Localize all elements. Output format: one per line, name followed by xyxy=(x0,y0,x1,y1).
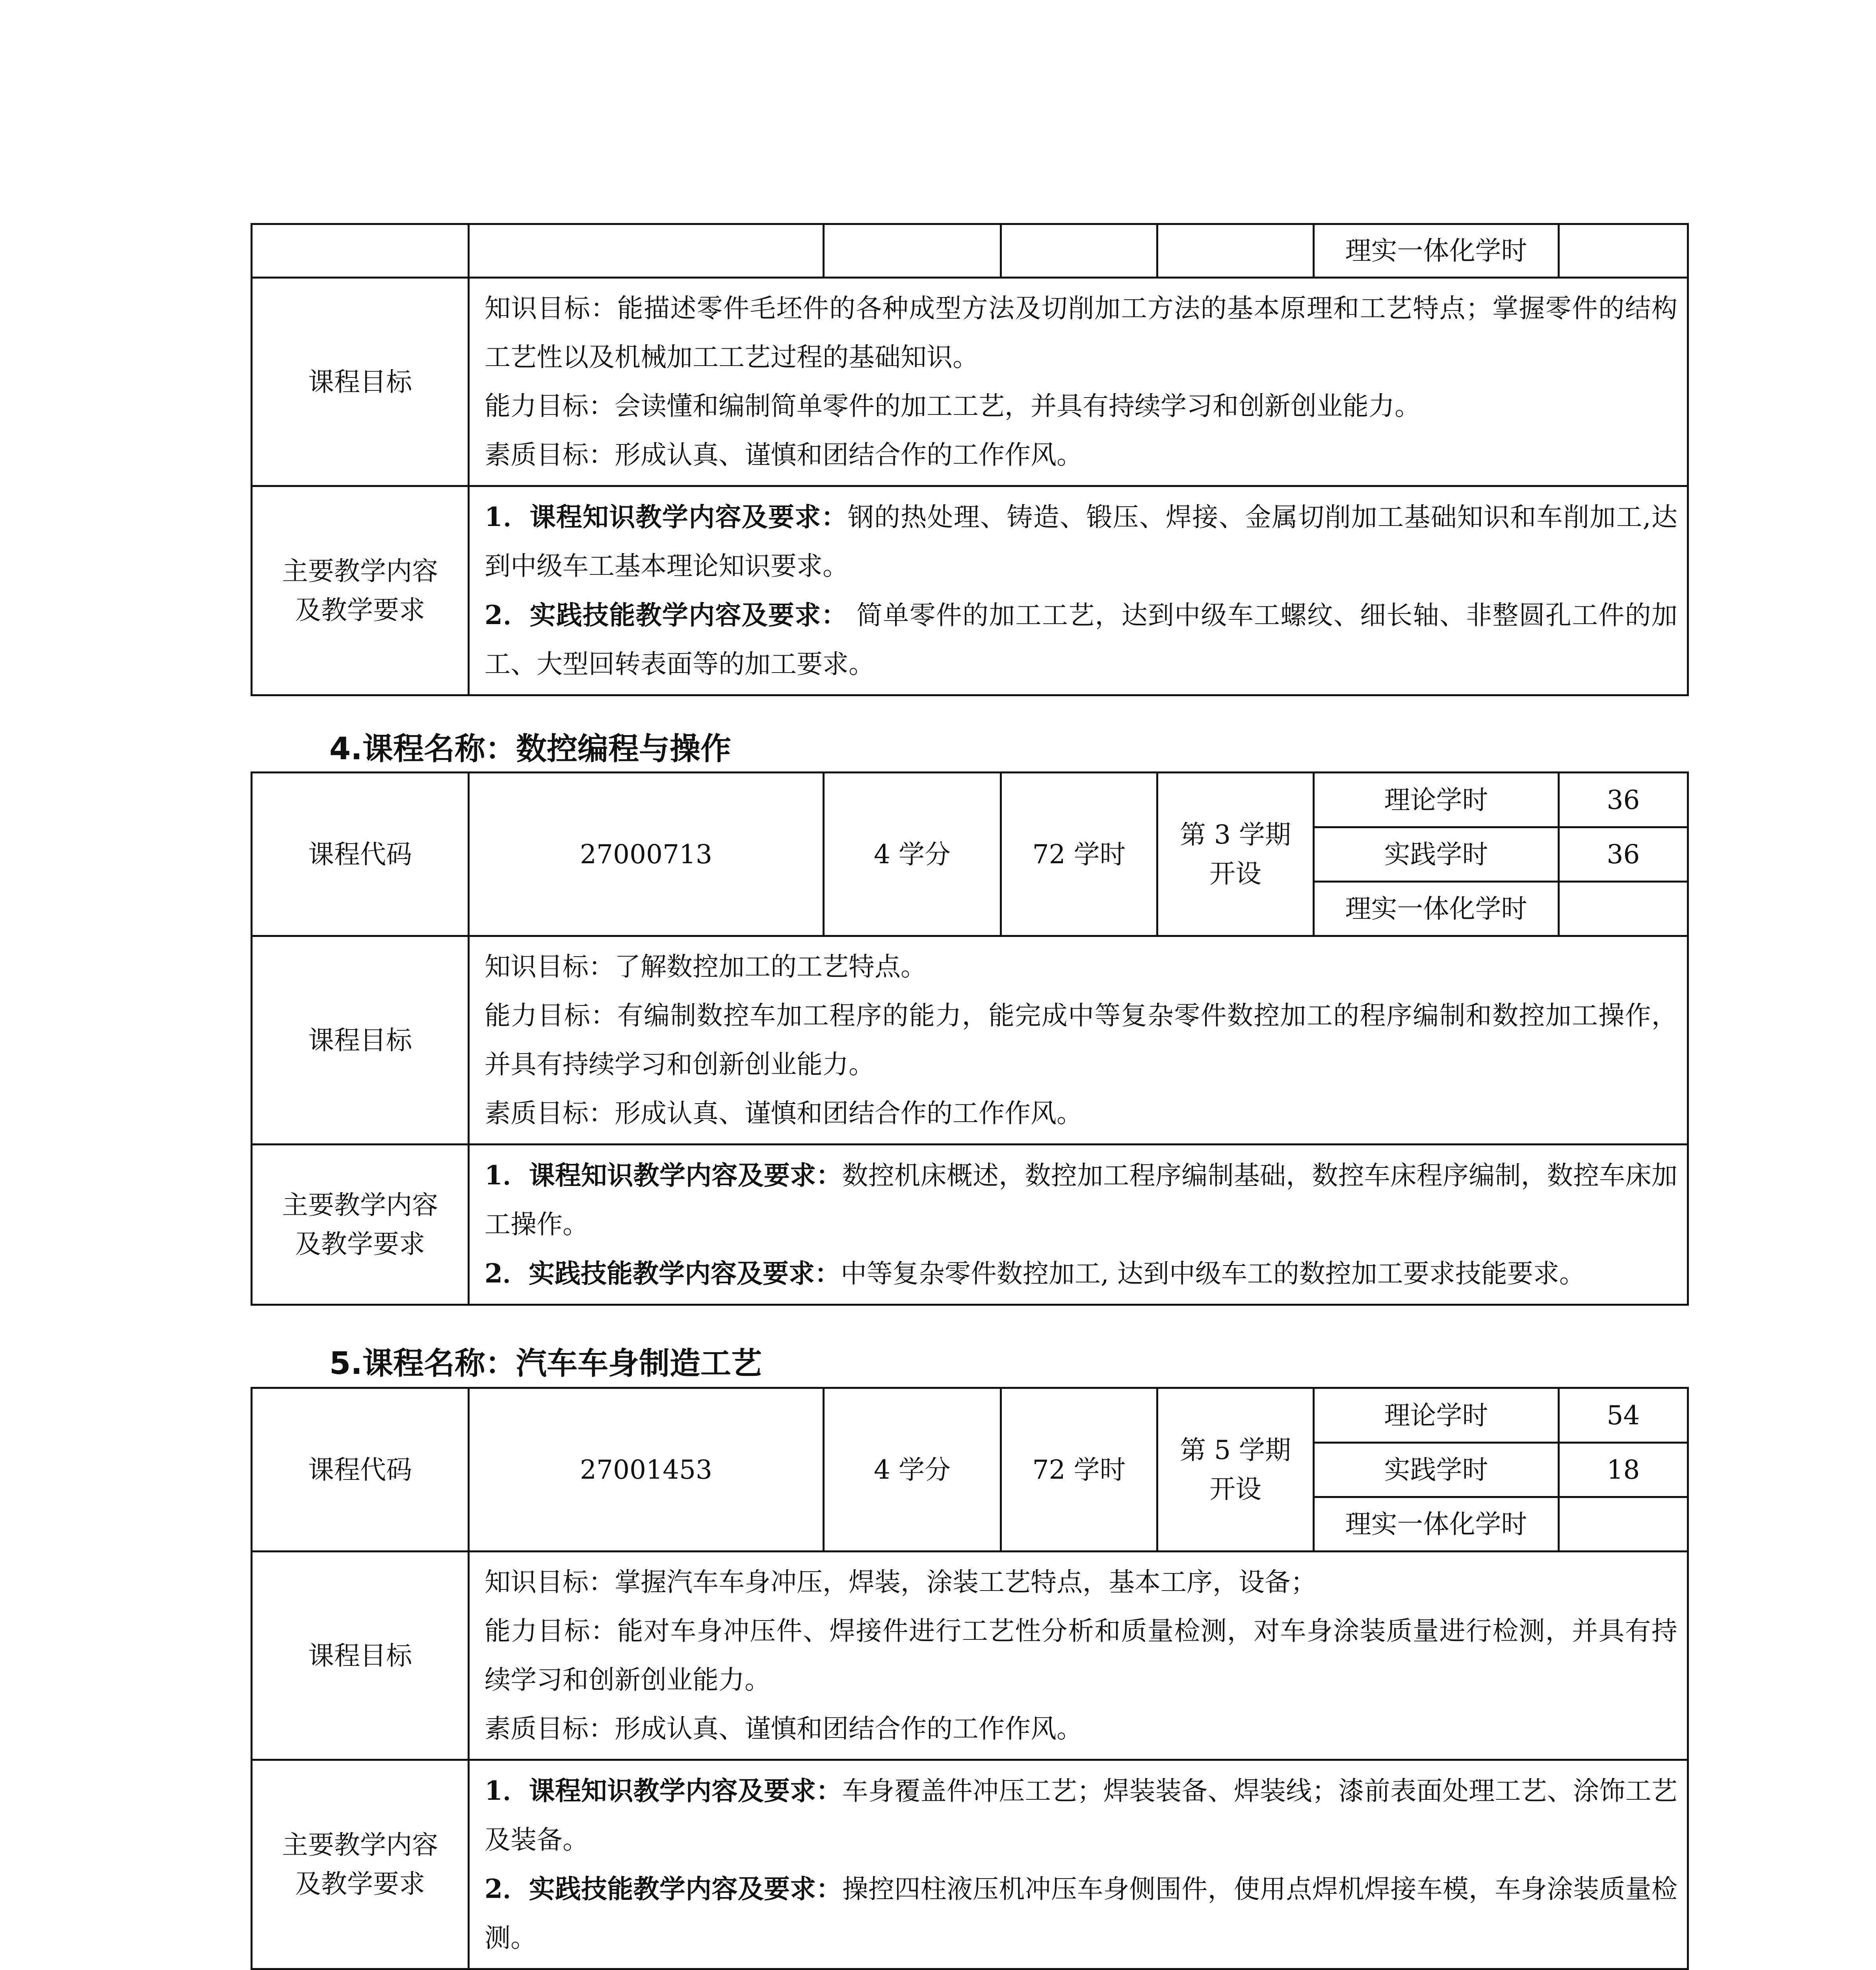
course-hours: 72 学时 xyxy=(1001,773,1157,936)
integrated-hours-label: 理实一体化学时 xyxy=(1314,1497,1559,1552)
course-5-heading: 5.课程名称：汽车车身制造工艺 xyxy=(329,1346,762,1381)
main-content xyxy=(469,1145,1688,1305)
main-content-label: 主要教学内容 及教学要求 xyxy=(252,1760,469,1969)
course-goal-content xyxy=(469,1552,1688,1760)
course-goal-label: 课程目标 xyxy=(252,936,469,1145)
practice-requirements: 2．实践技能教学内容及要求：操控四柱液压机冲压车身侧围件，使用点焊机焊接车模，车身涂装质量检测。 xyxy=(485,1873,1677,1953)
course-3-goal-row xyxy=(252,278,1688,486)
course-4-table xyxy=(251,771,1689,1306)
course-4-content-row xyxy=(252,1145,1688,1305)
ability-goal: 能力目标：会读懂和编制简单零件的加工工艺，并具有持续学习和创新创业能力。 xyxy=(485,391,1421,421)
integrated-hours-label: 理实一体化学时 xyxy=(1314,224,1559,278)
knowledge-requirements: 1．课程知识教学内容及要求：数控机床概述，数控加工程序编制基础，数控车床程序编制，数控车床加工操作。 xyxy=(485,1160,1677,1240)
integrated-hours-label: 理实一体化学时 xyxy=(1314,882,1559,936)
main-content-label: 主要教学内容 及教学要求 xyxy=(252,1145,469,1305)
integrated-hours-value xyxy=(1559,882,1688,936)
course-goal-label: 课程目标 xyxy=(252,1552,469,1760)
main-content-label: 主要教学内容 及教学要求 xyxy=(252,486,469,695)
course-goal-content xyxy=(469,278,1688,486)
course-4-goal-row xyxy=(252,936,1688,1145)
knowledge-goal: 知识目标：能描述零件毛坯件的各种成型方法及切削加工方法的基本原理和工艺特点；掌握零件的结构工艺性以及机械加工工艺过程的基础知识。 xyxy=(485,293,1678,372)
theory-hours-value: 36 xyxy=(1559,773,1688,827)
quality-goal: 素质目标：形成认真、谨慎和团结合作的工作作风。 xyxy=(485,1098,1083,1128)
course-semester: 第 5 学期 开设 xyxy=(1157,1388,1314,1552)
course-5-info-row xyxy=(252,1388,1688,1443)
knowledge-goal: 知识目标：了解数控加工的工艺特点。 xyxy=(485,952,927,982)
course-code-label: 课程代码 xyxy=(252,773,469,936)
main-content xyxy=(469,486,1688,695)
theory-hours-value: 54 xyxy=(1559,1388,1688,1443)
course-3-hours-row xyxy=(252,224,1688,278)
course-goal-content xyxy=(469,936,1688,1145)
knowledge-goal: 知识目标：掌握汽车车身冲压，焊装，涂装工艺特点，基本工序，设备； xyxy=(485,1567,1317,1597)
course-3-content-row xyxy=(252,486,1688,695)
course-3-table xyxy=(251,223,1689,696)
knowledge-requirements: 1．课程知识教学内容及要求：钢的热处理、铸造、锻压、焊接、金属切削加工基础知识和车削加工,达到中级车工基本理论知识要求。 xyxy=(485,502,1677,581)
course-code: 27001453 xyxy=(469,1388,824,1552)
theory-hours-label: 理论学时 xyxy=(1314,773,1559,827)
main-content xyxy=(469,1760,1688,1969)
practice-hours-value: 36 xyxy=(1559,827,1688,882)
course-5-table xyxy=(251,1387,1689,1970)
course-5-content-row xyxy=(252,1760,1688,1969)
course-semester: 第 3 学期 开设 xyxy=(1157,773,1314,936)
course-credits: 4 学分 xyxy=(824,1388,1001,1552)
quality-goal: 素质目标：形成认真、谨慎和团结合作的工作作风。 xyxy=(485,1714,1083,1744)
course-code-label: 课程代码 xyxy=(252,1388,469,1552)
theory-hours-label: 理论学时 xyxy=(1314,1388,1559,1443)
integrated-hours-value xyxy=(1559,224,1688,278)
practice-hours-label: 实践学时 xyxy=(1314,1443,1559,1497)
course-credits: 4 学分 xyxy=(824,773,1001,936)
practice-hours-value: 18 xyxy=(1559,1443,1688,1497)
integrated-hours-value xyxy=(1559,1497,1688,1552)
practice-requirements: 2．实践技能教学内容及要求：中等复杂零件数控加工, 达到中级车工的数控加工要求技能要求。 xyxy=(485,1258,1585,1289)
course-goal-label: 课程目标 xyxy=(252,278,469,486)
knowledge-requirements: 1．课程知识教学内容及要求：车身覆盖件冲压工艺；焊装装备、焊装线；漆前表面处理工艺、涂饰工艺及装备。 xyxy=(485,1775,1677,1855)
ability-goal: 能力目标：有编制数控车加工程序的能力，能完成中等复杂零件数控加工的程序编制和数控加工操作，并具有持续学习和创新创业能力。 xyxy=(485,1000,1678,1080)
ability-goal: 能力目标：能对车身冲压件、焊接件进行工艺性分析和质量检测，对车身涂装质量进行检测，并具有持续学习和创新创业能力。 xyxy=(485,1616,1678,1695)
course-4-heading: 4.课程名称：数控编程与操作 xyxy=(329,731,731,767)
quality-goal: 素质目标：形成认真、谨慎和团结合作的工作作风。 xyxy=(485,440,1083,470)
practice-requirements: 2．实践技能教学内容及要求： 简单零件的加工工艺，达到中级车工螺纹、细长轴、非整圆孔工件的加工、大型回转表面等的加工要求。 xyxy=(485,600,1677,679)
course-hours: 72 学时 xyxy=(1001,1388,1157,1552)
course-code: 27000713 xyxy=(469,773,824,936)
practice-hours-label: 实践学时 xyxy=(1314,827,1559,882)
course-5-goal-row xyxy=(252,1552,1688,1760)
course-4-info-row xyxy=(252,773,1688,827)
